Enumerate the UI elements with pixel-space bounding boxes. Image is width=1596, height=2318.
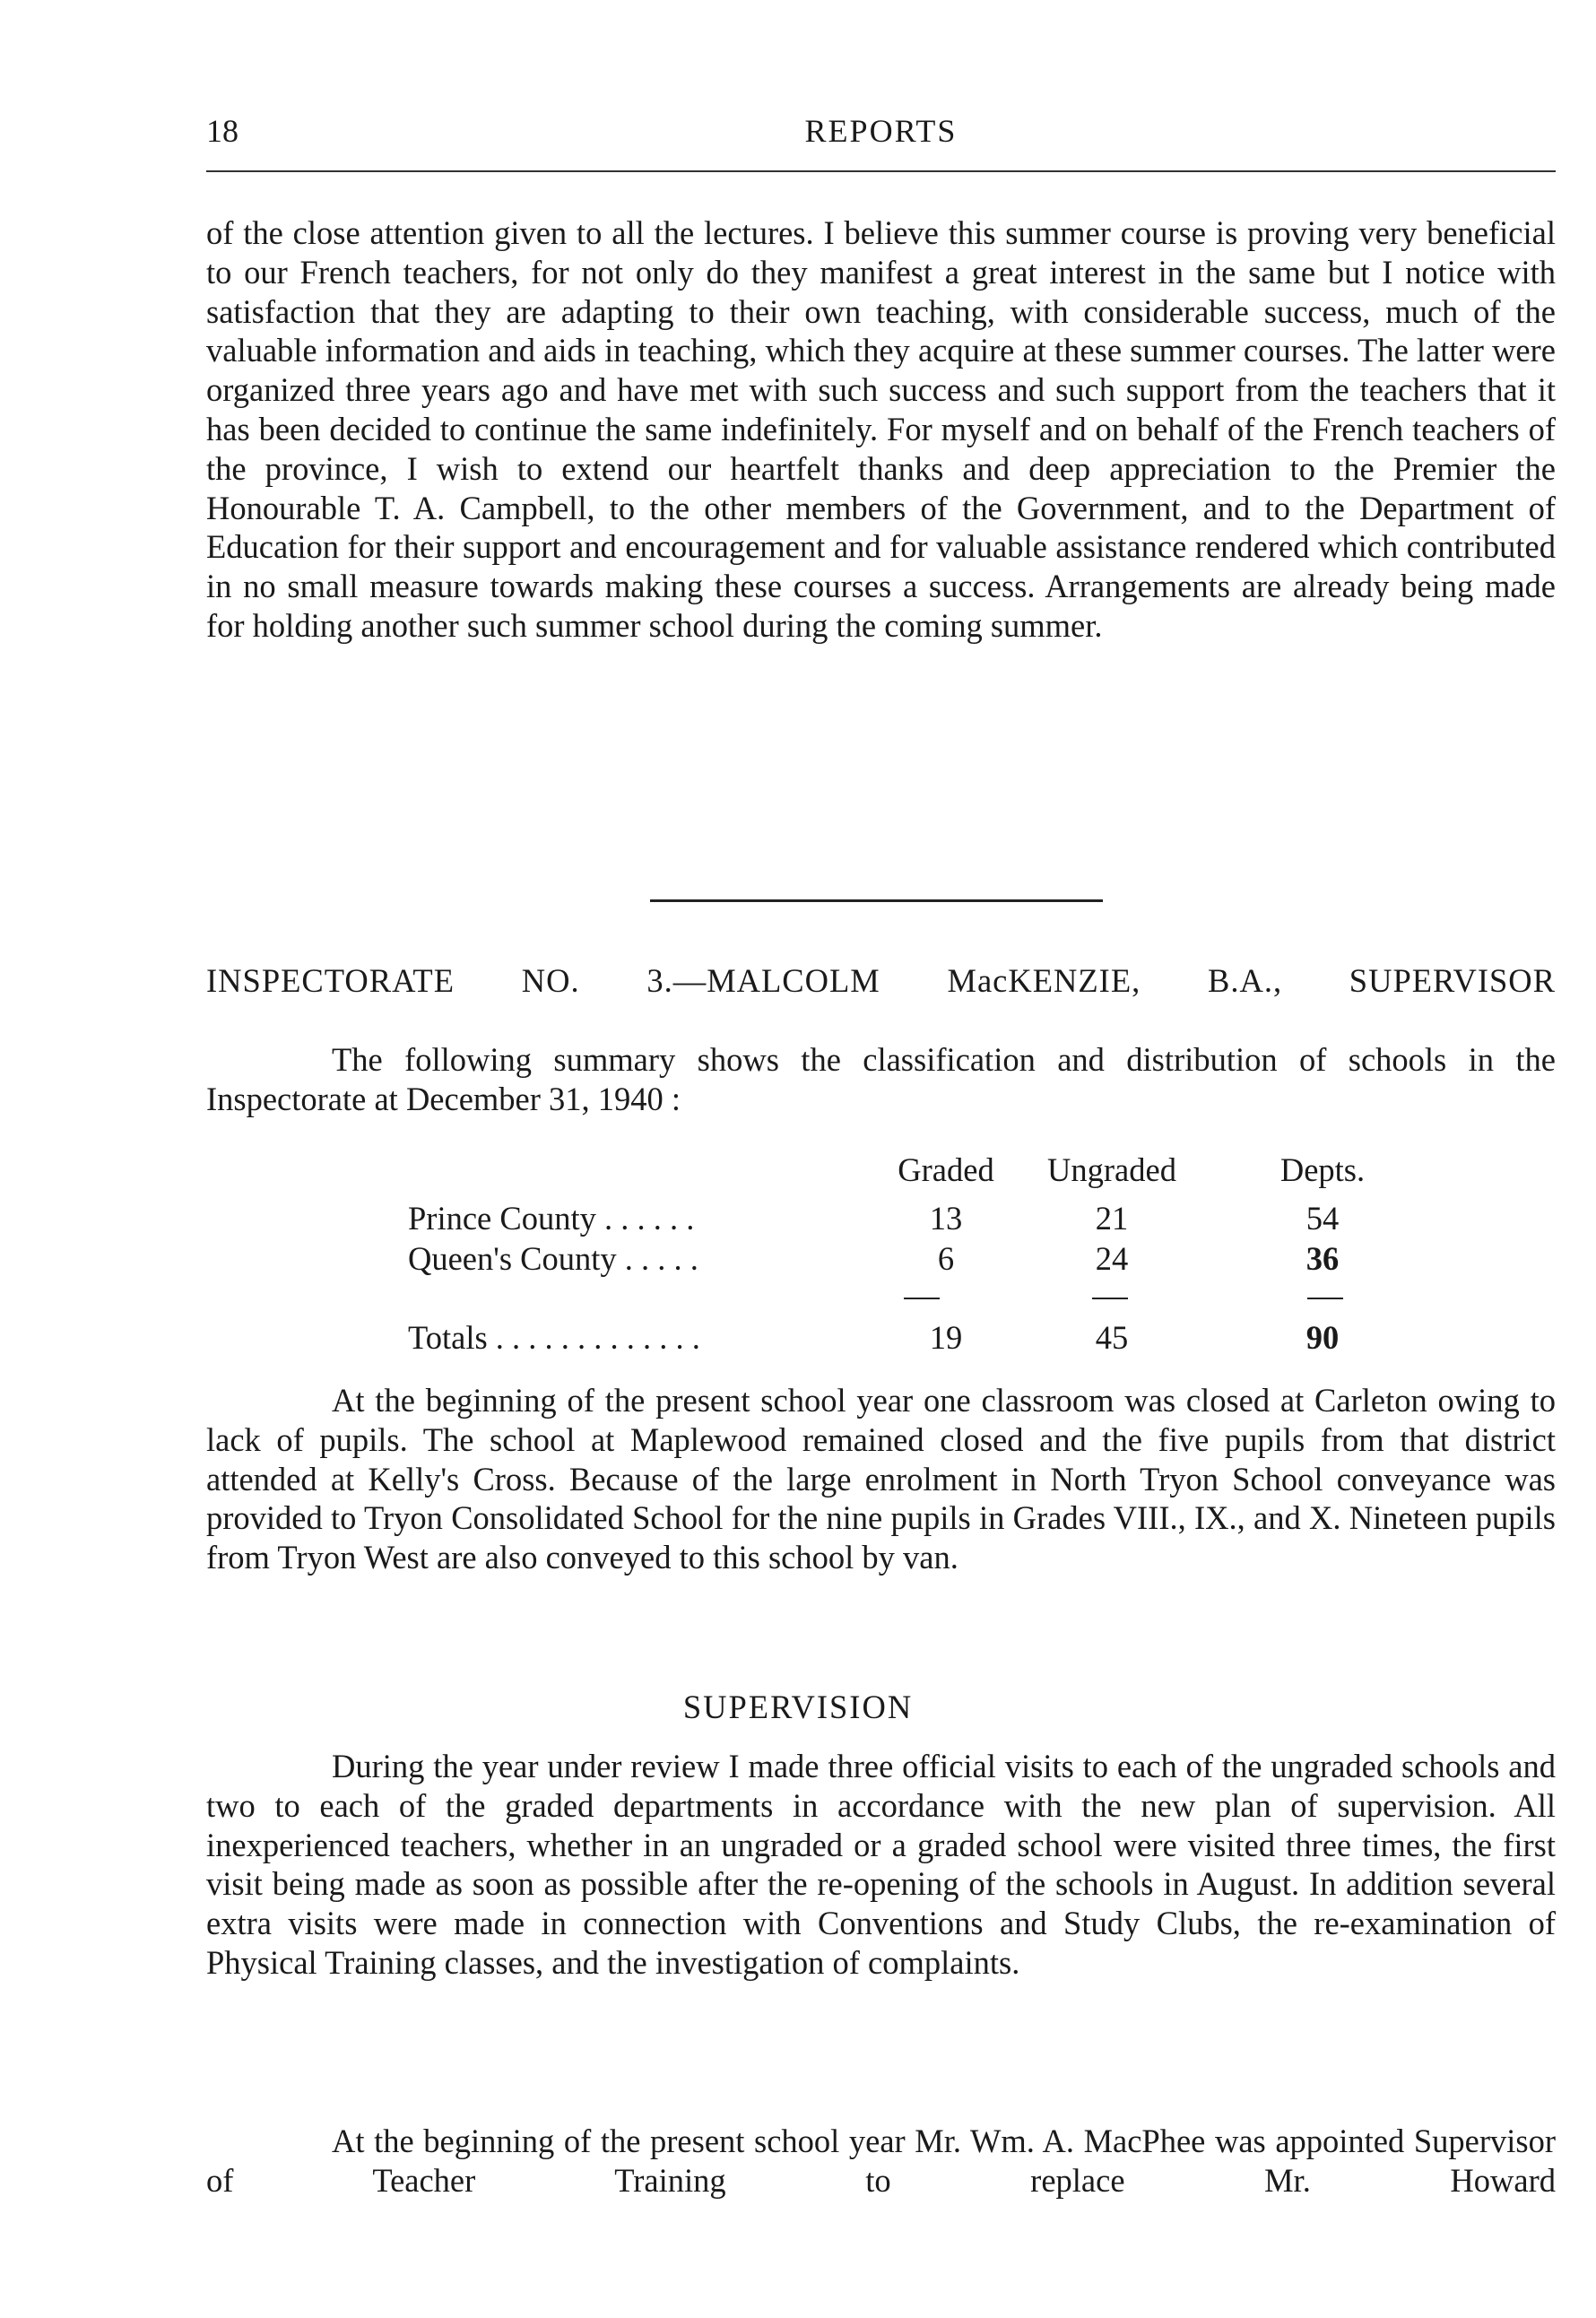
total-rule	[1092, 1298, 1128, 1299]
page-header	[206, 112, 1556, 157]
section-divider	[650, 899, 1103, 902]
total-rule	[1307, 1298, 1343, 1299]
totals-label: Totals . . . . . . . . . . . . .	[408, 1319, 700, 1356]
final-paragraph: At the beginning of the present school year Mr. Wm. A. MacPhee was appointed Supervisor of Teacher Training to replace Mr. Howard	[206, 2123, 1556, 2199]
row-label: Queen's County . . . . .	[408, 1240, 698, 1277]
total-rule	[904, 1298, 940, 1299]
totals-cell: 45	[1095, 1319, 1129, 1356]
summary-paragraph: The following summary shows the classification and distribution of schools in the Inspectorate at December 31, 1940 :	[206, 1041, 1556, 1117]
running-title: REPORTS	[804, 113, 958, 149]
column-header-graded: Graded	[898, 1151, 994, 1188]
table-cell: 6	[937, 1240, 955, 1277]
supervision-heading: SUPERVISION	[682, 1689, 914, 1725]
supervision-paragraph: During the year under review I made three official visits to each of the ungraded schools and two to each of the graded departments in accordance with the new plan of supervision. All inexperienced teachers, whether in an ungraded or a graded school were visited three times, the first visit being made as soon as possible after the re-opening of the schools in August. In addition several extra visits were made in connection with Conventions and Study Clubs, the re-examination of Physical Training classes, and the investigation of complaints.	[206, 1748, 1556, 1981]
totals-cell: 90	[1305, 1319, 1340, 1356]
table-cell: 36	[1305, 1240, 1340, 1277]
section-heading: INSPECTORATE NO. 3.—MALCOLM MacKENZIE, B.A., SUPERVISOR	[206, 962, 1556, 999]
column-header-depts: Depts.	[1279, 1151, 1366, 1188]
table-cell: 24	[1095, 1240, 1129, 1277]
page-number: 18	[206, 113, 239, 149]
column-header-ungraded: Ungraded	[1047, 1151, 1176, 1188]
totals-cell: 19	[929, 1319, 963, 1356]
row-label: Prince County . . . . . .	[408, 1200, 695, 1237]
intro-paragraph: of the close attention given to all the lectures. I believe this summer course is proving very beneficial to our French teachers, for not only do they manifest a great interest in the same but I notice with satisfaction that they are adapting to their own teaching, with considerable success, much of the valuable information and aids in teaching, which they acquire at these summer courses. The latter were organized three years ago and have met with such success and such support from the teachers that it has been decided to continue the same indefinitely. For myself and on behalf of the French teachers of the province, I wish to extend our heartfelt thanks and deep appreciation to the Premier the Honourable T. A. Campbell, to the other members of the Government, and to the Department of Education for their support and encouragement and for valuable assistance rendered which contributed in no small measure towards making these courses a success. Arrangements are already being made for holding another such summer school during the coming summer.	[206, 214, 1556, 644]
table-cell: 54	[1305, 1200, 1340, 1237]
header-rule	[206, 170, 1556, 172]
table-cell: 13	[929, 1200, 963, 1237]
closure-paragraph: At the beginning of the present school year one classroom was closed at Carleton owing to lack of pupils. The school at Maplewood remained closed and the five pupils from that district attended at Kelly's Cross. Because of the large enrolment in North Tryon School conveyance was provided to Tryon Consolidated School for the nine pupils in Grades VIII., IX., and X. Nineteen pupils from Tryon West are also conveyed to this school by van.	[206, 1382, 1556, 1576]
table-cell: 21	[1095, 1200, 1129, 1237]
